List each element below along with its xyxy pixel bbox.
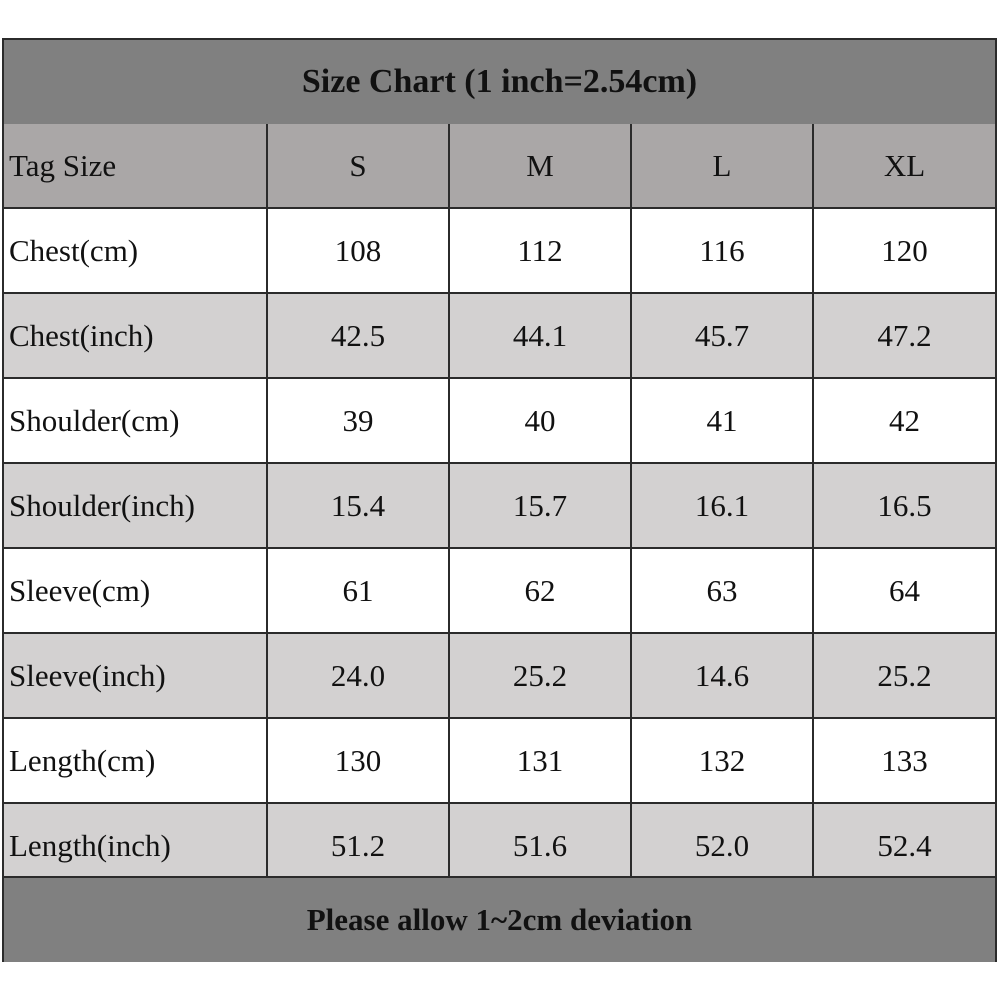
- size-header-l: L: [631, 124, 813, 208]
- size-header-s: S: [267, 124, 449, 208]
- table-cell: 133: [813, 718, 995, 803]
- table-cell: 41: [631, 378, 813, 463]
- table-cell: 44.1: [449, 293, 631, 378]
- table-cell: 63: [631, 548, 813, 633]
- table-cell: 131: [449, 718, 631, 803]
- table-row-shoulder-cm: [4, 378, 995, 463]
- table-cell: 132: [631, 718, 813, 803]
- header-row: [4, 124, 995, 208]
- row-label: Shoulder(inch): [4, 463, 267, 548]
- table-cell: 61: [267, 548, 449, 633]
- table-row-length-cm: [4, 718, 995, 803]
- table-cell: 40: [449, 378, 631, 463]
- table-cell: 52.4: [813, 803, 995, 887]
- table-cell: 15.4: [267, 463, 449, 548]
- table-cell: 45.7: [631, 293, 813, 378]
- table-cell: 25.2: [813, 633, 995, 718]
- row-label: Length(cm): [4, 718, 267, 803]
- table-cell: 51.2: [267, 803, 449, 887]
- row-label: Sleeve(cm): [4, 548, 267, 633]
- table-cell: 116: [631, 208, 813, 293]
- table-cell: 25.2: [449, 633, 631, 718]
- size-table: [4, 124, 995, 887]
- row-label: Shoulder(cm): [4, 378, 267, 463]
- table-cell: 39: [267, 378, 449, 463]
- row-label: Length(inch): [4, 803, 267, 887]
- size-header-m: M: [449, 124, 631, 208]
- tag-size-header: Tag Size: [4, 124, 267, 208]
- table-cell: 52.0: [631, 803, 813, 887]
- table-row-chest-inch: [4, 293, 995, 378]
- table-row-sleeve-cm: [4, 548, 995, 633]
- table-row-chest-cm: [4, 208, 995, 293]
- row-label: Sleeve(inch): [4, 633, 267, 718]
- table-row-length-inch: [4, 803, 995, 887]
- table-cell: 47.2: [813, 293, 995, 378]
- table-cell: 24.0: [267, 633, 449, 718]
- table-cell: 130: [267, 718, 449, 803]
- table-cell: 64: [813, 548, 995, 633]
- row-label: Chest(cm): [4, 208, 267, 293]
- table-cell: 14.6: [631, 633, 813, 718]
- table-cell: 15.7: [449, 463, 631, 548]
- table-cell: 42: [813, 378, 995, 463]
- size-header-xl: XL: [813, 124, 995, 208]
- table-cell: 62: [449, 548, 631, 633]
- row-label: Chest(inch): [4, 293, 267, 378]
- table-cell: 51.6: [449, 803, 631, 887]
- table-cell: 120: [813, 208, 995, 293]
- table-row-shoulder-inch: [4, 463, 995, 548]
- size-chart: [2, 38, 997, 962]
- size-chart-title: Size Chart (1 inch=2.54cm): [4, 40, 995, 126]
- table-cell: 112: [449, 208, 631, 293]
- table-cell: 42.5: [267, 293, 449, 378]
- deviation-note: Please allow 1~2cm deviation: [4, 876, 995, 962]
- table-row-sleeve-inch: [4, 633, 995, 718]
- table-cell: 16.1: [631, 463, 813, 548]
- table-cell: 16.5: [813, 463, 995, 548]
- table-cell: 108: [267, 208, 449, 293]
